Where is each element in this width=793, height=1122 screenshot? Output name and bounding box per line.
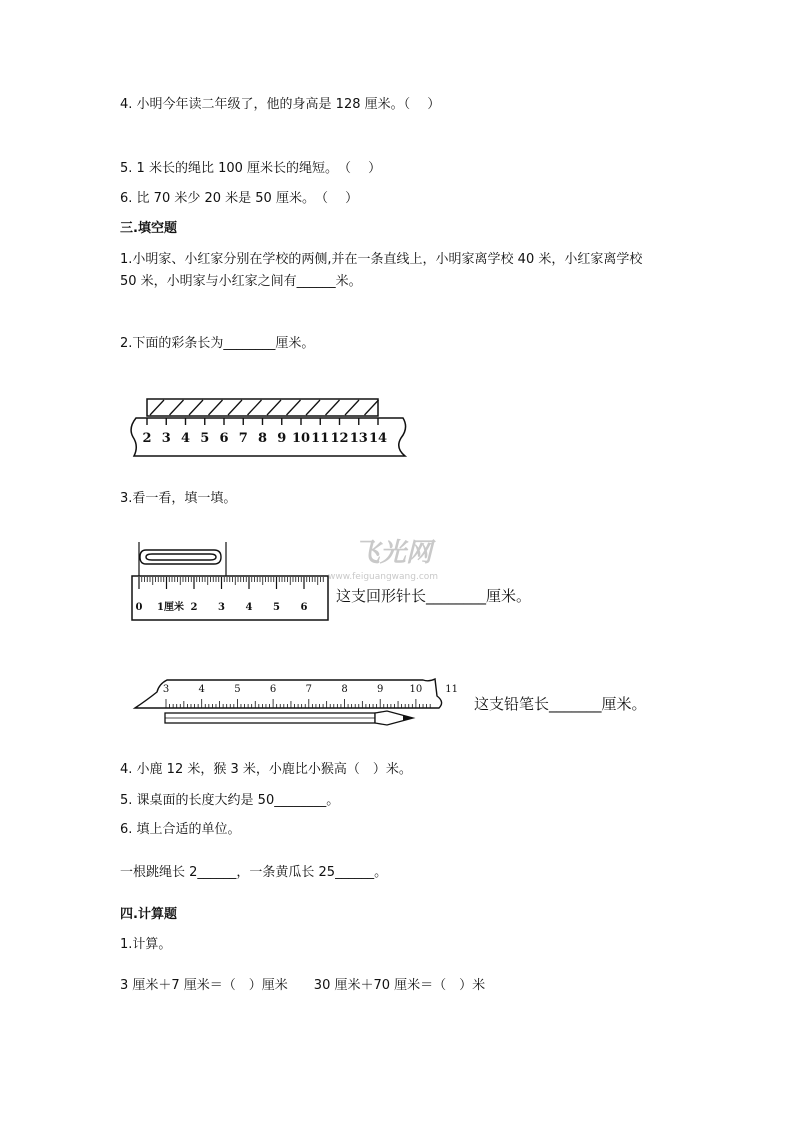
fill-item-6-blanks: 一根跳绳长 2______，一条黄瓜长 25______。 — [120, 865, 388, 880]
pencil-ruler-figure — [133, 670, 473, 740]
ruler-label: 2 — [142, 431, 152, 446]
ruler-label: 1厘米 — [157, 602, 184, 613]
fill-item-3: 3.看一看，填一填。 — [120, 491, 237, 506]
watermark-logo — [326, 527, 466, 587]
ruler-label: 11 — [311, 431, 330, 446]
ruler-label: 14 — [368, 431, 388, 446]
ruler-label: 8 — [341, 684, 348, 695]
fill-item-5: 5. 课桌面的长度大约是 50________。 — [120, 793, 340, 808]
fill-item-1-line-1: 1.小明家、小红家分别在学校的两侧,并在一条直线上，小明家离学校 40 米，小红家离学校 — [120, 252, 643, 267]
ruler-body — [132, 576, 328, 620]
ruler-label: 3 — [218, 602, 225, 613]
ruler-label: 13 — [349, 431, 368, 446]
ruler-label: 6 — [219, 431, 229, 446]
ruler-label: 11 — [445, 684, 458, 695]
pencil-question: 这支铅笔长_______厘米。 — [474, 695, 647, 713]
ruler-with-color-bar — [128, 394, 418, 464]
section-heading-fill: 三.填空题 — [120, 221, 177, 236]
ruler-body — [135, 679, 442, 708]
section-heading-calc: 四.计算题 — [120, 907, 177, 922]
paperclip — [140, 550, 221, 564]
fill-item-6: 6. 填上合适的单位。 — [120, 822, 241, 837]
fill-item-4: 4. 小鹿 12 米，猴 3 米，小鹿比小猴高（ ）米。 — [120, 762, 412, 777]
paperclip-question: 这支回形针长________厘米。 — [336, 587, 532, 605]
ruler-label: 5 — [200, 431, 210, 446]
ruler-label: 5 — [273, 602, 280, 613]
ruler-label: 9 — [377, 684, 384, 695]
watermark-title: 飞光网 — [354, 538, 433, 568]
ruler-label: 0 — [135, 602, 143, 613]
ruler-label: 7 — [238, 431, 248, 446]
ruler-label: 2 — [190, 602, 198, 613]
ruler-label: 4 — [180, 431, 191, 446]
ruler-label: 10 — [291, 431, 311, 446]
paperclip-ruler-figure — [130, 540, 330, 630]
calc-item-1-expressions: 3 厘米＋7 厘米＝（ ）厘米 30 厘米＋70 厘米＝（ ）米 — [120, 978, 486, 993]
fill-item-2: 2.下面的彩条长为________厘米。 — [120, 336, 315, 351]
fill-item-1-line-2: 50 米，小明家与小红家之间有______米。 — [120, 274, 362, 289]
ruler-label: 7 — [305, 684, 312, 695]
ruler-label: 3 — [161, 431, 171, 446]
watermark-url: www.feiguangwang.com — [328, 572, 439, 582]
ruler-label: 3 — [162, 684, 170, 695]
ruler-label: 8 — [257, 431, 268, 446]
ruler-label: 4 — [245, 602, 253, 613]
ruler-label: 9 — [277, 431, 287, 446]
judge-item-6: 6. 比 70 米少 20 米是 50 厘米。 （ ） — [120, 191, 359, 206]
judge-item-5: 5. 1 米长的绳比 100 厘米长的绳短。 （ ） — [120, 161, 382, 176]
ruler-label: 6 — [269, 684, 277, 695]
ruler-label: 10 — [409, 684, 423, 695]
judge-item-4: 4. 小明今年读二年级了，他的身高是 128 厘米。（ ） — [120, 97, 441, 112]
pencil — [165, 711, 413, 725]
calc-item-1: 1.计算。 — [120, 937, 172, 952]
ruler-label: 5 — [234, 684, 241, 695]
ruler-label: 4 — [198, 684, 205, 695]
ruler-label: 6 — [300, 602, 308, 613]
ruler-label: 12 — [330, 431, 349, 446]
